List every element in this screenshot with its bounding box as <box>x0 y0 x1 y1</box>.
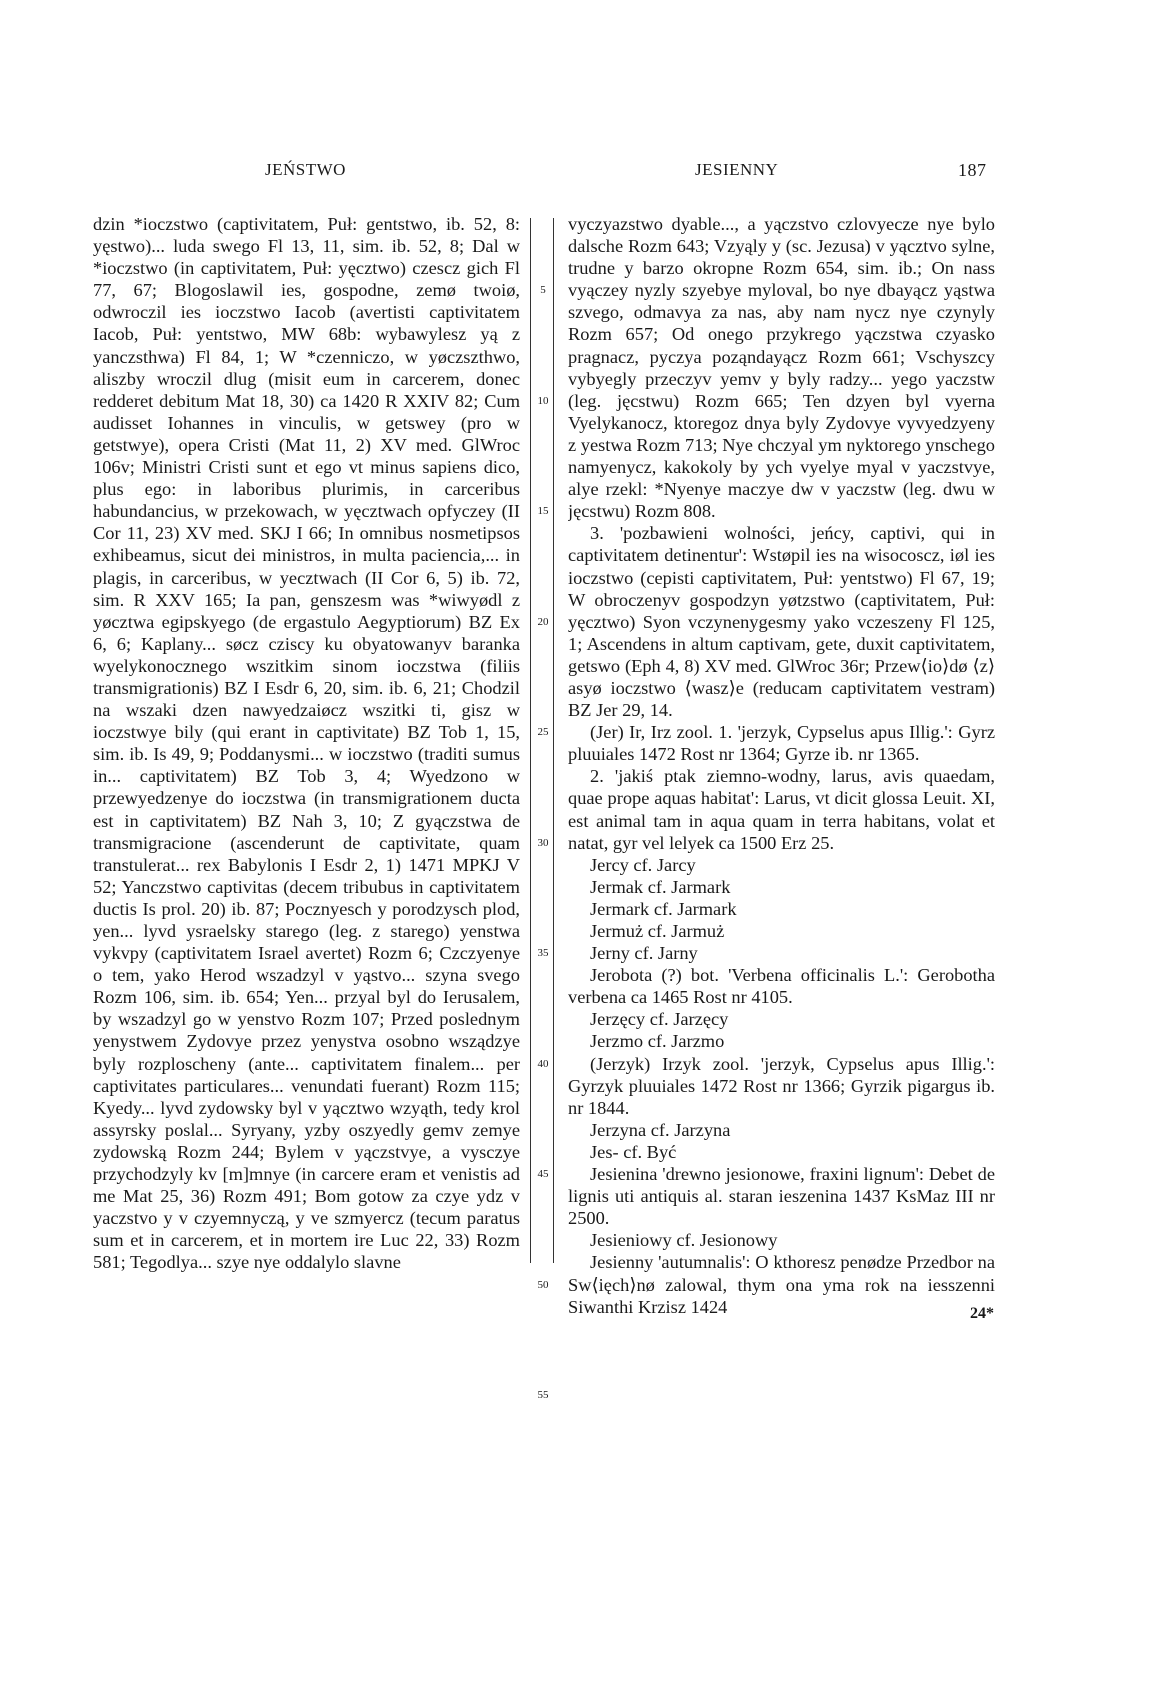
line-number-gutter <box>534 213 552 1401</box>
entry-jerzecy: Jerzęcy cf. Jarzęcy <box>590 1009 729 1030</box>
line-number: 20 <box>537 616 549 628</box>
entry-jerobota: Jerobota (?) bot. 'Verbena officinalis L.': Gerobotha verbena ca 1465 Rost nr 4105. <box>568 965 995 1008</box>
entry-sense: 3. 'pozbawieni wolności, jeńcy, captivi, qui in captivitatem detinentur': Wstøpil ies na wisocoscz, iøl ies ioczstwo (cepisti captivitatem, Puł: yentstwo) Fl 67, 19; W obroczenyv gospodzyn yøtzstwo (captivitatem, Puł: yęcztwo) Syon vczynenygesmy yako vczeszeny Fl 125, 1; Ascendens in altum captivam, gete, duxit captivitatem, getswo (Eph 4, 8) XV med. GlWroc 36r; Przew⟨io⟩dø ⟨z⟩asyø ioczstwo ⟨wasz⟩e (reducam captivitatem vestram) BZ Jer 29, 14. <box>568 523 995 721</box>
entry-jerny: Jerny cf. Jarny <box>590 943 698 964</box>
running-head-right: JESIENNY <box>695 160 779 179</box>
entry-continuation: vyczyazstwo dyable..., a yączstvo czlovyecze nye bylo dalsche Rozm 643; Vzyąly y (sc. Jezusa) v yącztvo sylne, trudne y barzo okropne Rozm 654, sim. ib.; On nass vyączey nyzly szyebye myloval, bo nye dbayącz yąstwa szvego, odmavya za nas, aby nam nycz nye czynyly Rozm 657; Od onego przykrego yączstwa czyasko pragnacz, pyczya poząndayącz Rozm 661; Vschyszcy vybyegly przeczyv yemv y byly radzy... yego yaczstw (leg. jęcstwu) Rozm 665; Ten dzyen byl vyerna Vyelykanocz, ktoregoz dnya byly Zydovye vyvyedzyeny z yestwa Rozm 713; Nye chczyal ym nyktorego ynschego namyenycz, kakokoly by ych vyelye myal v yaczstvye, alye rzekl: *Nyenye maczye dw v yaczstw (leg. dwu w jęcstwu) Rozm 808. <box>568 214 995 522</box>
entry-jesieniowy: Jesieniowy cf. Jesionowy <box>590 1230 778 1251</box>
entry-jerzmo: Jerzmo cf. Jarzmo <box>590 1031 725 1052</box>
entry-jes: Jes- cf. Być <box>590 1141 677 1162</box>
entry-jermak: Jermak cf. Jarmark <box>590 876 731 897</box>
entry-jer: (Jer) Ir, Irz zool. 1. 'jerzyk, Cypselus apus Illig.': Gyrz pluuiales 1472 Rost nr 1364; Gyrze ib. nr 1365. <box>568 722 995 765</box>
line-number: 25 <box>537 726 549 738</box>
entry-jercy: Jercy cf. Jarcy <box>590 854 696 875</box>
entry-jesienina: Jesienina 'drewno jesionowe, fraxini lignum': Debet de lignis uti antiquis al. staran ieszenina 1437 KsMaz III nr 2500. <box>568 1164 995 1229</box>
left-column <box>93 213 520 1673</box>
line-number: 10 <box>537 395 549 407</box>
left-column-text: dzin *ioczstwo (captivitatem, Puł: gentstwo, ib. 52, 8: yęstwo)... luda swego Fl 13, 11, sim. ib. 52, 8; Dal w *ioczstwo (in captivitatem, Puł: yęcztwo) czescz gich Fl 77, 67; Blogoslawil ies, gospodne, zemø twoiø, odwroczil ies ioczstwo Iacob (avertisti captivitatem Iacob, Puł: yentstwo, MW 68b: wybawylesz yą z yanczsthwa) Fl 84, 1; W *czenniczo, w yøczszthwo, aliszby wroczil dlug (misit eum in carcerem, donec redderet debitum Mat 18, 30) ca 1420 R XXIV 82; Cum audisset Iohannes in vinculis, w getswey (pro w getstwye), opera Cristi (Mat 11, 2) XV med. GlWroc 106v; Ministri Cristi sunt et ego vt minus sapiens dico, plus ego: in laboribus plurimis, in carceribus habundancius, w przekowach, w yęcztwach opfyczey (II Cor 11, 23) XV med. SKJ I 66; In omnibus nosmetipsos exhibeamus, sicut dei ministros, in multa paciencia,... in plagis, in carceribus, w yecztwach (II Cor 6, 5) ib. 72, sim. R XXV 165; Ia pan, genszesm was *wiwyødl z yøcztwa egipskyego (de ergastulo Aegyptiorum) BZ Ex 6, 6; Kaplany... søcz cziscy ku obyatowanyv baranka wyelykonocznego wszitkim sinom ioczstwa (filiis transmigrationis) BZ I Esdr 6, 20, sim. ib. 6, 21; Chodzil na wszaki dzen nawyedzaiøcz wszitki ti, gisz w ioczstwye bily (qui erant in captivitate) BZ Tob 1, 15, sim. ib. Is 49, 9; Poddanysmi... w ioczstwo (traditi sumus in... captivitatem) BZ Tob 3, 4; Wyedzono w przewyedzenye do ioczstwa (in transmigrationem ducta est in captivitatem) BZ Nah 3, 10; Z gyączstwa de transmigracione (ascenderunt de captivitate, quam transtulerat... rex Babylonis I Esdr 2, 1) 1471 MPKJ V 52; Yanczstwo captivitas (decem tribubus in captivitatem ductis Is prol. 20) ib. 87; Pocznyesch y porodzysch plod, yen... lyvd ysraelsky starego (leg. z starego) yenstwa vykvpy (captivitatem Israel avertet) Rozm 6; Czczyenye o tem, yako Herod wszadzyl v yąstvo... szyna svego Rozm 106, sim. ib. 654; Yen... przyal byl do Ierusalem, by wszadzyl go w yenstvo Rozm 107; Przed poslednym yenystwem Zydovye przez yenystva osobno wsządzye byly rozploscheny (ante... captivitatem finalem... per captivitates particulares... venundati fuerant) Rozm 115; Kyedy... lyvd zydowsky byl v yącztwo wzyąth, tedy krol assyrsky poslal... Syryany, yzby oszyedly gemv zemye zydowską Rozm 244; Bylem v yączstvye, a vysczye przychodzyly kv [m]mnye (in carcere eram et venistis ad me Mat 25, 36) Rozm 491; Bom gotow za czye ydz v yaczstvo y v czyemnyczą, y ve szmyercz (tecum paratus sum et in carcerem, et in mortem ire Luc 22, 33) Rozm 581; Tegodlya... szye nye oddalylo slavne <box>93 214 520 1273</box>
page-number: 187 <box>958 160 987 180</box>
entry-jerzyna: Jerzyna cf. Jarzyna <box>590 1119 731 1140</box>
line-number: 30 <box>537 837 549 849</box>
line-number: 5 <box>540 284 546 296</box>
running-head-left: JEŃSTWO <box>265 160 346 179</box>
right-column <box>568 213 995 1673</box>
line-number: 40 <box>537 1058 549 1070</box>
signature-mark: 24* <box>970 1305 994 1322</box>
column-rule-left <box>530 218 531 1263</box>
entry-sense: 2. 'jakiś ptak ziemno-wodny, larus, avis quaedam, quae prope aquas habitat': Larus, vt dicit glossa Leuit. XI, est animal tam in aqua quam in terra habitans, volat et natat, gyr vel lelyek ca 1500 Erz 25. <box>568 766 995 853</box>
entry-jermuz: Jermuż cf. Jarmuż <box>590 921 725 941</box>
line-number: 50 <box>537 1279 549 1291</box>
line-number: 35 <box>537 947 549 959</box>
entry-jesienny: Jesienny 'autumnalis': O kthoresz penødze Przedbor na Sw⟨ięch⟩nø zalowal, thym ona yma rok na iesszenni Siwanthi Krzisz 1424 <box>568 1252 995 1317</box>
entry-jermark: Jermark cf. Jarmark <box>590 898 737 919</box>
entry-jerzyk: (Jerzyk) Irzyk zool. 'jerzyk, Cypselus apus Illig.': Gyrzyk pluuiales 1472 Rost nr 1366; Gyrzik pigargus ib. nr 1844. <box>568 1053 995 1118</box>
line-number: 45 <box>537 1168 549 1180</box>
line-number: 15 <box>537 505 549 517</box>
column-rule-right <box>553 218 554 1263</box>
line-number: 55 <box>537 1389 549 1401</box>
